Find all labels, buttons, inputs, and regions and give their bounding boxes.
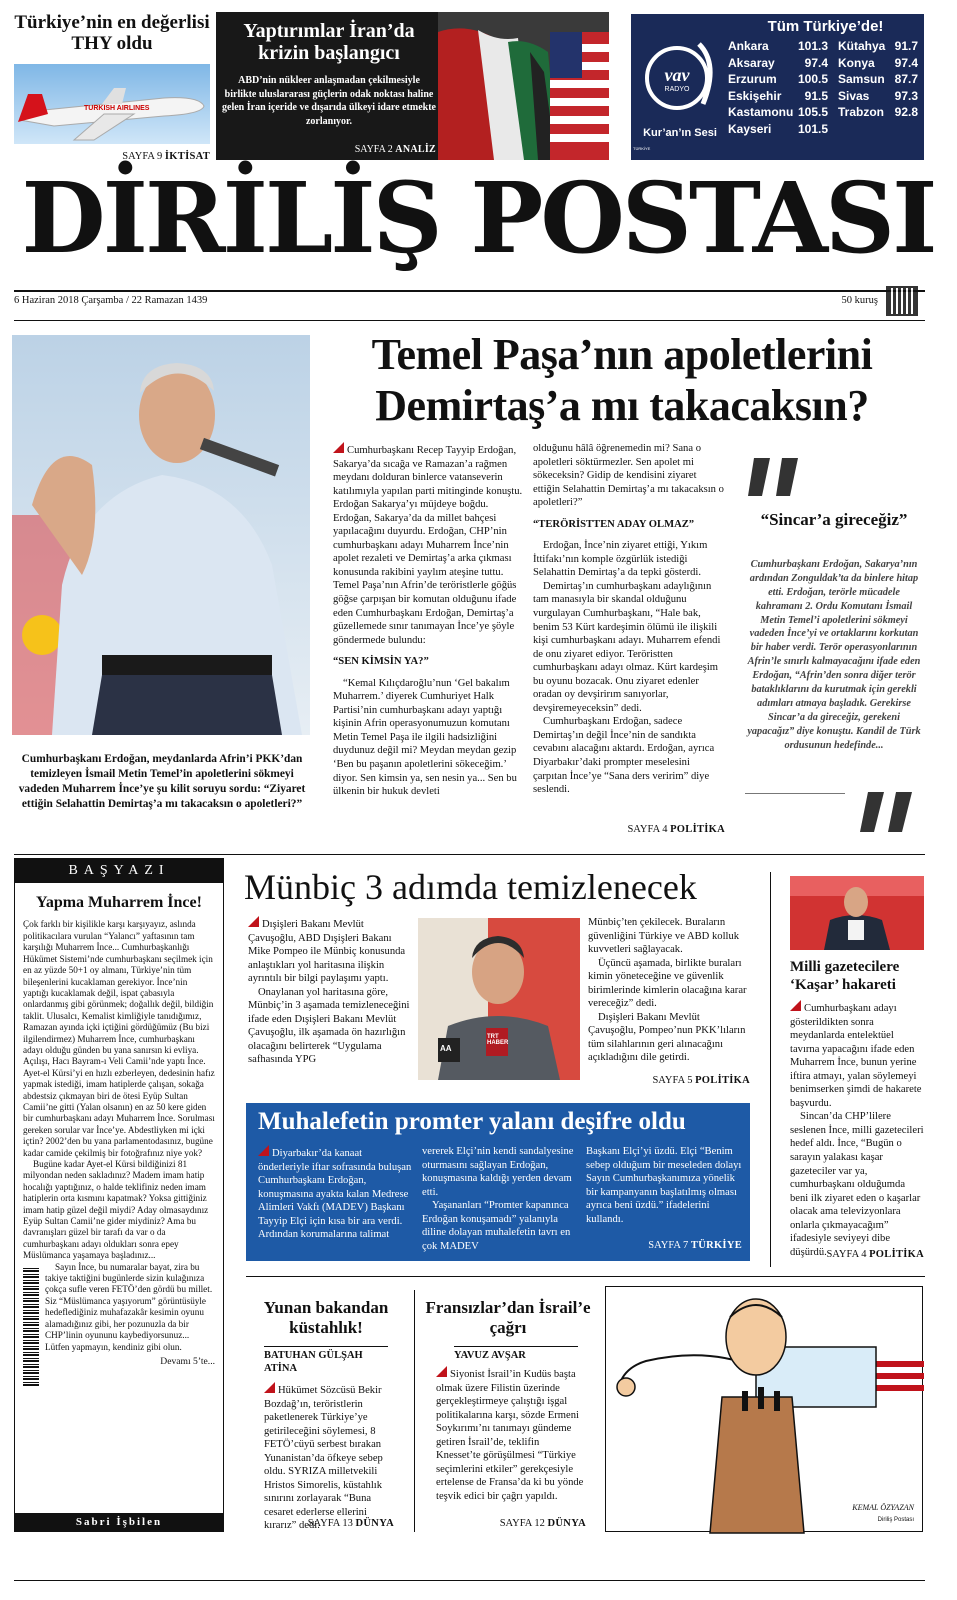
editorial-p3: Sayın İnce, bu numaralar bayat, zira bu takiye taktiğini bugünlerde sizin kulağınıza çokça sufle veren FETÖ’den gördü bu millet. Siz “Müslümanca yaşıyorum” görüntüsüyle hedeflediğiniz muhafazakâr kesimin oyunu alamadığınız gibi, her pozunuzla da bir CHP’linin oyununu kaybediyorsunuz... Lütfen yapmayın, kendiniz gibi olun. <box>45 1261 213 1352</box>
french-author: YAVUZ AVŞAR <box>454 1346 578 1362</box>
lead-ref[interactable] <box>533 823 725 836</box>
red-marker-icon <box>436 1366 447 1377</box>
page-ref: SAYFA 7 <box>648 1240 689 1251</box>
prompter-ref[interactable] <box>586 1239 742 1252</box>
lead-col-1 <box>333 442 523 837</box>
qr-code-icon[interactable] <box>886 286 918 316</box>
quote-close-shape <box>854 788 914 836</box>
mic-label-trt: TRT HABER <box>487 1034 509 1046</box>
station-row: Erzurum 100.5 <box>728 72 828 86</box>
cartoon-signature: KEMAL ÖZYAZAN <box>852 1502 914 1512</box>
lead-col2-sub: “TERÖRİSTTEN ADAY OLMAZ” <box>533 518 695 530</box>
page-ref: SAYFA 2 <box>354 144 393 155</box>
masthead-rule <box>14 290 925 292</box>
greek-author: BATUHAN GÜLŞAH ATİNA <box>264 1346 388 1375</box>
section-label: İKTİSAT <box>164 151 210 162</box>
station-row: Kayseri 101.5 <box>728 121 828 136</box>
french-headline[interactable]: Fransızlar’dan İsrail’e çağrı <box>425 1298 591 1338</box>
lead-col2-p2: Erdoğan, İnce’nin ziyaret ettiği, Yıkım İttifakı’nın komple özgürlük istediği Selahattin Demirtaş’a da tepki gösterdi. <box>533 540 708 579</box>
stations-left <box>728 38 828 137</box>
lead-headline[interactable]: Temel Paşa’nın apoletlerini Demirtaş’a mı takacaksın? <box>371 330 873 430</box>
section-label: POLİTİKA <box>670 824 725 835</box>
station-row: Ankara 101.3 <box>728 39 828 53</box>
promo-thy[interactable] <box>14 12 210 164</box>
milli-photo <box>790 876 924 950</box>
promo-iran-title[interactable]: Yaptırımlar İran’da krizin başlangıcı <box>243 20 415 64</box>
red-marker-icon <box>258 1145 269 1156</box>
masthead-rule-bottom <box>14 320 925 321</box>
greek-p1: Hükümet Sözcüsü Bekir Bozdağ’ın, teröristlerin paketlenerek Türkiye’ye getirileceğini söylemesi, 8 FETÖ’cüyü serbest bırakan Yunanistan’da öfkeye sebep oldu. SYRIZA milletvekili Hristos Simorelis, küstahlık sınırını zorlayarak “Buna cesaret ederlerse ellerini kırarız” dedi. <box>264 1382 394 1533</box>
section-label: ANALİZ <box>395 144 436 155</box>
promo-thy-title[interactable]: Türkiye’nin en değerlisi THY oldu <box>14 12 210 55</box>
milli-p2: Sincan’da CHP’lilere seslenen İnce, milli gazetecileri hedef aldı. İnce, “Bugün o sarayın yalakası kaşar gazeteciler var ya, cumhurbaşkanı olduğumda beni ilk ziyaret eden o kaşarlar olacak ama televizyonlara onlarla çıkmayacağım” ifadesiyle seviyeyi dibe düşürdü. <box>790 1111 924 1258</box>
section-label: POLİTİKA <box>695 1075 750 1086</box>
red-marker-icon <box>264 1382 275 1393</box>
manbij-col1-p1: Dışişleri Bakanı Mevlüt Çavuşoğlu, ABD Dışişleri Bakanı Mike Pompeo ile Münbiç konusunda anlaştıkları yol haritasına ilişkin ayrıntılı bir bilgi paylaşımı yaptı. <box>248 916 412 986</box>
radio-tagline: Kur’an’ın Sesi <box>643 127 717 139</box>
editorial-body <box>15 919 223 1509</box>
lead-caption: Cumhurbaşkanı Erdoğan, meydanlarda Afrin’i PKK’dan temizleyen İsmail Metin Temel’in apoletlerini sökmeyi vadeden Muharrem İnce’ye şu kilit soruyu sordu: “Ziyaret ettiğin Selahattin Demirtaş’a mı takacaksın o apoletleri?” <box>18 753 306 811</box>
lead-col1-sub: “SEN KİMSİN YA?” <box>333 656 429 668</box>
manbij-col2-p3: Dışişleri Bakanı Mevlüt Çavuşoğlu, Pompeo’nun PKK’lıların tüm silahlarının geri alınacağını açıkladığını dile getirdi. <box>588 1011 746 1064</box>
page-ref: SAYFA 12 <box>499 1518 545 1529</box>
editorial-p1: Çok farklı bir kişilikle karşı karşıyayız, aslında politikacılara vurulan “Yalancı” yaftasının tam karşılığı Muharrem İnce... Cumhurbaşkanlığı Hükümet Sistemi’nde cumhurbaşkanı seçilmek için en az yüzde 50+1 oy almanı, Türkiye’nin tüm bileşenlerini kucaklaman gerekiyor. İnce’nin yaptığı kucaklamak değil, ispat çabasıyla onlardanmış gibi görünmek; doğallık değil, bildiğin taklit. Ulusalcı, Kemalist kimliğiyle tanıdığımız, Ramazan ayında içki içtiğini gördüğümüz (Bu bizi ilgilendirmez) Muharrem İnce, cumhurbaşkanı adayı olduğu günden bu yana sanırsın ki evliya. Açılışı, Hacı Bayram-ı Veli Camii’nde yaptı İnce. Ayet-el Kürsi’yi en hızlı ezberleyen, dedesinin hafız yapmak istediği, imam hatiplerde çalışan, sokağa abdestsiz çıkmayan biri de ötesi Eyüp Sultan Camii’ne gitti (Yalan olsanın) en az 50 kere giden bir cumhurbaşkanı adayı Muharrem İnce. Sorulması gereken sorular var İnce’ye. Abdestliyken mi içki içtin? 2002’den bu yana parlamentodasınız, bugüne kadar camide çekilmiş bir fotoğrafınız niye yok? <box>23 919 215 1158</box>
prompter-col2-p1: vererek Elçi’nin kendi sandalyesine oturmasını sağlayan Erdoğan, konuşmasına kaldığı yerden devam etti. <box>422 1146 574 1198</box>
station-row: Kütahya 91.7 <box>838 39 918 53</box>
station-row: Sivas 97.3 <box>838 88 918 103</box>
milli-headline[interactable]: Milli gazetecilere ‘Kaşar’ hakareti <box>790 959 900 993</box>
milli-ref[interactable] <box>790 1248 924 1261</box>
promo-radio[interactable] <box>631 14 924 160</box>
editorial-label: BAŞYAZI <box>15 859 223 883</box>
prompter-col1-p1: Diyarbakır’da kanaat önderleriyle iftar sofrasında buluşan Cumhurbaşkanı Erdoğan, konuşmasına ayakta kalan Medrese Alimleri Vakfı (MADEV) Başkanı Tayyip Elçi için kısa bir ara verdi. Ardından korumalarına talimat <box>258 1145 414 1242</box>
prompter-col2-p2: Yaşananları “Promter kapanınca Erdoğan konuşamadı” yalanıyla diline dolayan muhalefetin tavrı en çok MADEV <box>422 1200 571 1252</box>
station-row: Kastamonu 105.5 <box>728 105 828 119</box>
open-quote-icon <box>744 452 804 500</box>
page-ref: SAYFA 5 <box>652 1075 693 1086</box>
promo-iran[interactable] <box>216 12 609 160</box>
airplane-icon <box>14 64 210 144</box>
ince-photo <box>790 876 924 950</box>
red-marker-icon <box>248 916 259 927</box>
station-row: Eskişehir 91.5 <box>728 88 828 103</box>
promo-iran-body: ABD’nin nükleer anlaşmadan çekilmesiyle birlikte uluslararası güçlerin odak noktası haline gelen İran içeride ve dışarıda ülkeyi idare etmekte zorlanıyor. <box>222 75 436 127</box>
french-p1: Siyonist İsrail’in Kudüs başta olmak üzere Filistin üzerinde gerçekleştirmeye çalıştığı işgal politikalarına karşı, sözde Ermeni Soykırımı’nı tanımayı gündeme getiren İsrail’de, teklifin Knesset’te görüşülmesi “Türkiye seçimlerini etkiler” gerekçesiyle ertelense de Fransa’da ki bu yönde teşvik edici bir çağrı yapıldı. <box>436 1366 586 1503</box>
vert-rule-fr <box>414 1290 415 1532</box>
editorial-p2: Bugüne kadar Ayet-el Kürsi bildiğinizi 81 milyondan neden sakladınız? Madem imam hatip hocalığı yaptığınız, o halde teklifiniz neden imam hatiplerin orta kısmını kapatmak? Yoksa gittiğiniz imam hatip güzel değil miydi? Aday olmasaydınız Eyüp Sultan Camii’ne gider miydiniz? Ama bu davranışları güzel bir tarafı da var o da cumhurbaşkanı adayı oldukları sonra epey Müslümanca yaşamaya başladınız... <box>23 1159 209 1261</box>
section-label: DÜNYA <box>355 1518 394 1529</box>
section-label: POLİTİKA <box>869 1249 924 1260</box>
lead-col-2 <box>533 442 725 824</box>
prompter-col-3 <box>586 1145 742 1237</box>
milli-p1: Cumhurbaşkanı adayı gösterildikten sonra meydanlarda entelektüel tavırna yapacağını ifade eden Muharrem İnce, bunun yerine iftira atmayı, yalan söylemeyi benimserken şimdi de hakarete başvurdu. <box>790 1000 924 1110</box>
prompter-headline[interactable]: Muhalefetin promter yalanı deşifre oldu <box>258 1108 686 1135</box>
radio-badge: TÜRKİYE <box>633 146 651 151</box>
page-ref: SAYFA 13 <box>307 1518 353 1529</box>
prompter-col-2 <box>422 1145 580 1255</box>
prompter-box <box>246 1103 750 1261</box>
stations-right <box>838 38 918 121</box>
cartoon-signature-sub: Diriliş Postası <box>877 1517 914 1524</box>
radio-logo <box>639 34 721 118</box>
editorial-cont[interactable]: Devamı 5’te... <box>160 1355 215 1367</box>
editorial-title[interactable]: Yapma Muharrem İnce! <box>36 894 202 911</box>
manbij-photo <box>418 918 580 1080</box>
promo-iran-photo <box>438 12 609 160</box>
prompter-col-1 <box>258 1145 414 1255</box>
section-label: TÜRKİYE <box>690 1240 742 1251</box>
lead-col2-p1: olduğunu hâlâ öğrenemedin mi? Sana o apoletleri söktürmezler. Sen apolet mi sökeceksin? Gidip de kendisini ziyaret ettiğin Selahattin Demirtaş’a mı takacaksın o apoletleri?” <box>533 443 724 509</box>
pull-quote-body: Cumhurbaşkanı Erdoğan, Sakarya’nın ardından Zonguldak’ta da binlere hitap etti. Erdoğan, terörle mücadele kahramanı 2. Ordu Komutanı İsmail Metin Temel’i apoletlerini sökmeyi vadeden İnce’yi ve ortaklarını korkutan bir haber verdi. Terör operasyonlarının Afrin’le sınırlı kalmayacağını ifade eden Erdoğan, “Afrin’den sonra diğer terör bataklıklarını da kurutmak için gerekli adımları atmaya başladık. Gerekirse Sincar’a da gireceğiz, gerekeni yapacağız” diye konuştu. Kandil de Türk ordusunun hedefinde... <box>747 559 921 751</box>
manbij-col-2 <box>588 916 750 1074</box>
page-ref: SAYFA 4 <box>826 1249 867 1260</box>
quote-open-shape <box>744 452 804 500</box>
flags-image <box>438 12 609 160</box>
greek-headline[interactable]: Yunan bakandan küstahlık! <box>263 1298 389 1338</box>
barcode-icon <box>23 1266 39 1386</box>
red-marker-icon <box>790 1000 801 1011</box>
lead-col1-p2: “Kemal Kılıçdaroğlu’nun ‘Gel bakalım Muharrem.’ diyerek Cumhuriyet Halk Partisi’nin cumhurbaşkanı adayı yaptığı kişinin Afrin operasyonumuzun komutanı Metin Temel Paşa ile ilgili hadsizliğini duydunuz değil mi? Meydan meydan gezip ‘Ben bu paşanın apoletlerini sökeceğim.’ diyor. Sen kimsin ya, sen nesin ya... Sen bu ülkenin bir hukuk devleti <box>333 677 517 798</box>
editorial-box <box>14 858 224 1532</box>
pull-quote-title: “Sincar’a gireceğiz” <box>760 510 908 529</box>
masthead-title[interactable]: DİRİLİŞ POSTASI <box>21 161 935 275</box>
french-body <box>436 1366 586 1516</box>
right-col-rule <box>770 872 771 1267</box>
lead-photo <box>12 335 310 735</box>
pull-quote-rule <box>745 793 845 794</box>
greek-ref[interactable] <box>264 1517 394 1530</box>
cavusoglu-photo <box>418 918 580 1080</box>
station-row: Trabzon 92.8 <box>838 105 918 119</box>
manbij-headline[interactable]: Münbiç 3 adımda temizlenecek <box>244 867 697 907</box>
mic-label-aa: AA <box>440 1044 452 1053</box>
cartoon-drawing <box>606 1287 924 1533</box>
manbij-col2-p1: Münbiç’ten çekilecek. Buraların güvenliğini Türkiye ve ABD kolluk kuvvetleri sağlayacak. <box>588 917 740 956</box>
bottom-rule <box>14 1580 925 1581</box>
editorial-author: Sabri İşbilen <box>15 1513 223 1531</box>
radio-logo-text: vav <box>664 65 690 85</box>
plane-text: TURKISH AIRLINES <box>84 105 150 112</box>
lead-col1-p1: Cumhurbaşkanı Recep Tayyip Erdoğan, Sakarya’da sıcağa ve Ramazan’a rağmen meydanı dolduran binlerce vatanseverin katılımıyla yapılan parti mitinginde konuştu. Erdoğan Sakarya’yı müjdeye boğdu. Erdoğan, Sakarya’da da millet bahçesi yapılacağını duyurdu. Erdoğan, CHP’nin cumhurbaşkanı adayı Muharrem İnce’nin apolet rezaleti ve Demirtaş’a arka çıkması konusunda rakibini yaylım ateşine tuttu. Temel Paşa’nın Afrin’de teröristlerle göğüs göğse çarpışan bir komutan olduğunu ifade eden Cumhurbaşkanı Erdoğan, Demirtaş’a güzellemede sınır tanımayan İnce’ye şöyle göndermede bulundu: <box>333 442 523 647</box>
manbij-col2-p2: Üçüncü aşamada, birlikte buraları kimin yöneteceğine ve güvenlik birimlerinde kimlerin olacağına karar vereceğiz” dedi. <box>588 957 747 1010</box>
manbij-col1-p2: Onaylanan yol haritasına göre, Münbiç’in 3 aşamada temizleneceğini ifade eden Dışişleri Bakanı Mevlüt Çavuşoğlu, ilk aşamada ön hazırlığın olacağını belirterek “Uygulama safhasında YPG <box>248 986 410 1066</box>
section-rule-1 <box>14 854 925 855</box>
erdogan-photo <box>12 335 310 735</box>
radio-title: Tüm Türkiye’de! <box>767 18 884 35</box>
manbij-ref[interactable] <box>588 1074 750 1087</box>
prompter-col3-p1: Başkanı Elçi’yi üzdü. Elçi “Benim sebep olduğum bir meseleden dolayı Sayın Cumhurbaşkanımıza yönelik bir kampanyanın başlatılmış olması ayrıca beni üzdü.” ifadelerini kullandı. <box>586 1146 742 1225</box>
promo-iran-ref[interactable] <box>222 144 436 157</box>
manbij-col-1 <box>248 916 412 1066</box>
lead-col2-p4: Cumhurbaşkanı Erdoğan, sadece Demirtaş’ın değil İnce’nin de sandıkta cevabını alacağını aktardı. Erdoğan, ayrıca Diyarbakır’daki prompter meselesini çarpıtan İnce’ye “Sana ders veririm” diye seslendi. <box>533 716 715 796</box>
red-marker-icon <box>333 442 344 453</box>
french-ref[interactable] <box>436 1517 586 1530</box>
cartoon <box>605 1286 923 1532</box>
promo-thy-image <box>14 64 210 144</box>
lead-col2-p3: Demirtaş’ın cumhurbaşkanı adaylığının tam manasıyla bir skandal olduğunu vurgulayan Cumhurbaşkanı, “Hale bak, benim 53 Kürt kardeşimin ölümü ile ilişkili kişi cumhurbaşkanı adayı. Muharrem efendi de onu ziyaret ediyor. Teröristten cumhurbaşkanı adayı olmaz. Kürt kardeşim bu oyunu bozacak. Onu ziyaret edenler oradan oy devşirirım sanıyorlar, devşiremeyeceksin” dedi. <box>533 580 721 714</box>
station-row: Konya 97.4 <box>838 55 918 70</box>
page-ref: SAYFA 4 <box>627 824 668 835</box>
section-label: DÜNYA <box>547 1518 586 1529</box>
section-rule-2 <box>246 1276 925 1277</box>
masthead-date: 6 Haziran 2018 Çarşamba / 22 Ramazan 1439 <box>14 295 208 306</box>
close-quote-icon <box>854 788 914 836</box>
station-row: Aksaray 97.4 <box>728 55 828 70</box>
masthead-price: 50 kuruş <box>841 295 878 306</box>
station-row: Samsun 87.7 <box>838 72 918 86</box>
page-ref: SAYFA 9 <box>122 151 163 162</box>
radio-logo-sub: RADYO <box>664 86 690 93</box>
